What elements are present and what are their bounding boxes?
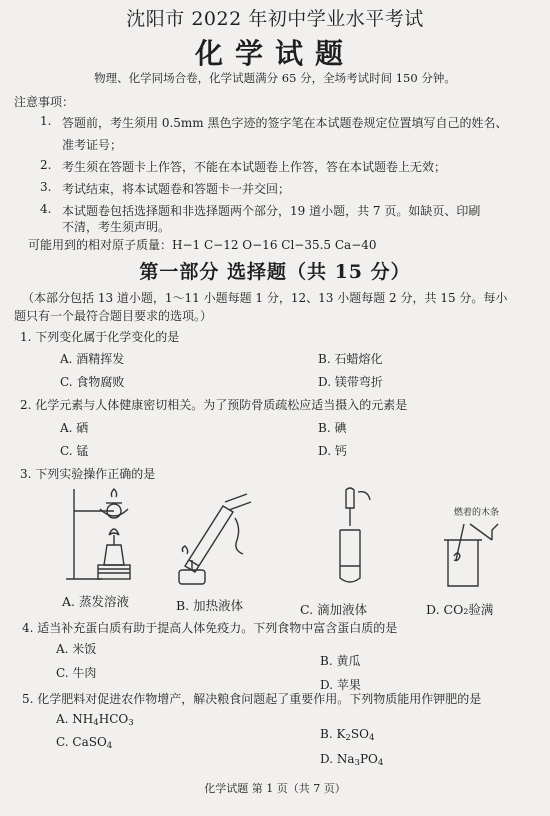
part-note-line: （本部分包括 13 道小题，1～11 小题每题 1 分，12、13 小题每题 2 分，共 15 分。每小 — [22, 291, 508, 305]
notice-line: 答题前，考生须用 0.5mm 黑色字迹的签字笔在本试题卷规定位置填写自己的姓名、 — [62, 116, 508, 130]
notice-line: 不清，考生须声明。 — [62, 220, 171, 234]
option-b-formula: B. $K_2SO_4$ — [320, 727, 375, 744]
option-a: A. 酒精挥发 — [60, 352, 125, 366]
dropper-figure — [322, 486, 382, 586]
exam-title: 沈阳市 2022 年初中学业水平考试 — [126, 8, 424, 30]
option-a-formula: A. $NH_4HCO_3$ — [56, 712, 134, 729]
question-stem: 4. 适当补充蛋白质有助于提高人体免疫力。下列食物中富含蛋白质的是 — [22, 621, 398, 635]
option-a: A. 米饭 — [56, 642, 97, 656]
notice-number: 1. — [40, 114, 52, 128]
question-stem: 1. 下列变化属于化学变化的是 — [20, 330, 180, 344]
option-d-caption: D. CO₂验满 — [426, 602, 494, 617]
part-note-line: 题只有一个最符合题目要求的选项。） — [14, 309, 213, 323]
exam-description: 物理、化学同场合卷，化学试题满分 65 分，全场考试时间 150 分钟。 — [94, 71, 456, 85]
evaporation-apparatus-figure — [62, 485, 134, 585]
page-footer: 化学试题 第 1 页（共 7 页） — [204, 782, 346, 795]
option-d-formula: D. $Na_3PO_4$ — [320, 752, 384, 769]
notice-line: 考试结束，将本试题卷和答题卡一并交回； — [62, 182, 291, 196]
question-stem: 5. 化学肥料对促进农作物增产，解决粮食问题起了重要作用。下列物质能用作钾肥的是 — [22, 692, 482, 706]
option-b: B. 黄瓜 — [320, 654, 361, 668]
option-c-caption: C. 滴加液体 — [300, 602, 368, 617]
atomic-masses: 可能用到的相对原子质量：H−1 C−12 O−16 Cl−35.5 Ca−40 — [28, 238, 377, 252]
option-b: B. 石蜡熔化 — [318, 352, 383, 366]
notice-number: 3. — [40, 180, 52, 194]
option-c: C. 牛肉 — [56, 666, 97, 680]
notice-line: 本试题卷包括选择题和非选择题两个部分，19 道小题，共 7 页。如缺页、印刷 — [62, 204, 481, 218]
option-c-formula: C. CaSO$_4$ — [56, 735, 113, 752]
notice-number: 4. — [40, 202, 52, 216]
co2-test-figure — [440, 520, 510, 590]
option-a-caption: A. 蒸发溶液 — [62, 594, 129, 609]
option-d: D. 钙 — [318, 444, 347, 458]
question-stem: 2. 化学元素与人体健康密切相关。为了预防骨质疏松应适当摄入的元素是 — [20, 398, 408, 412]
option-a: A. 硒 — [60, 421, 89, 435]
option-c: C. 食物腐败 — [60, 375, 125, 389]
option-d: D. 苹果 — [320, 678, 361, 692]
burning-stick-label: 燃着的木条 — [454, 508, 500, 518]
subject-title: 化学试题 — [194, 37, 355, 70]
notice-heading: 注意事项： — [14, 95, 75, 109]
option-c: C. 锰 — [60, 444, 89, 458]
option-b-caption: B. 加热液体 — [176, 598, 244, 613]
question-stem: 3. 下列实验操作正确的是 — [20, 467, 156, 481]
notice-line: 准考证号； — [62, 138, 123, 152]
option-b: B. 碘 — [318, 421, 347, 435]
heating-liquid-figure — [175, 488, 265, 588]
notice-number: 2. — [40, 158, 52, 172]
part-title: 第一部分 选择题（共 15 分） — [139, 261, 411, 283]
option-d: D. 镁带弯折 — [318, 375, 383, 389]
notice-line: 考生须在答题卡上作答，不能在本试题卷上作答，答在本试题卷上无效； — [62, 160, 447, 174]
